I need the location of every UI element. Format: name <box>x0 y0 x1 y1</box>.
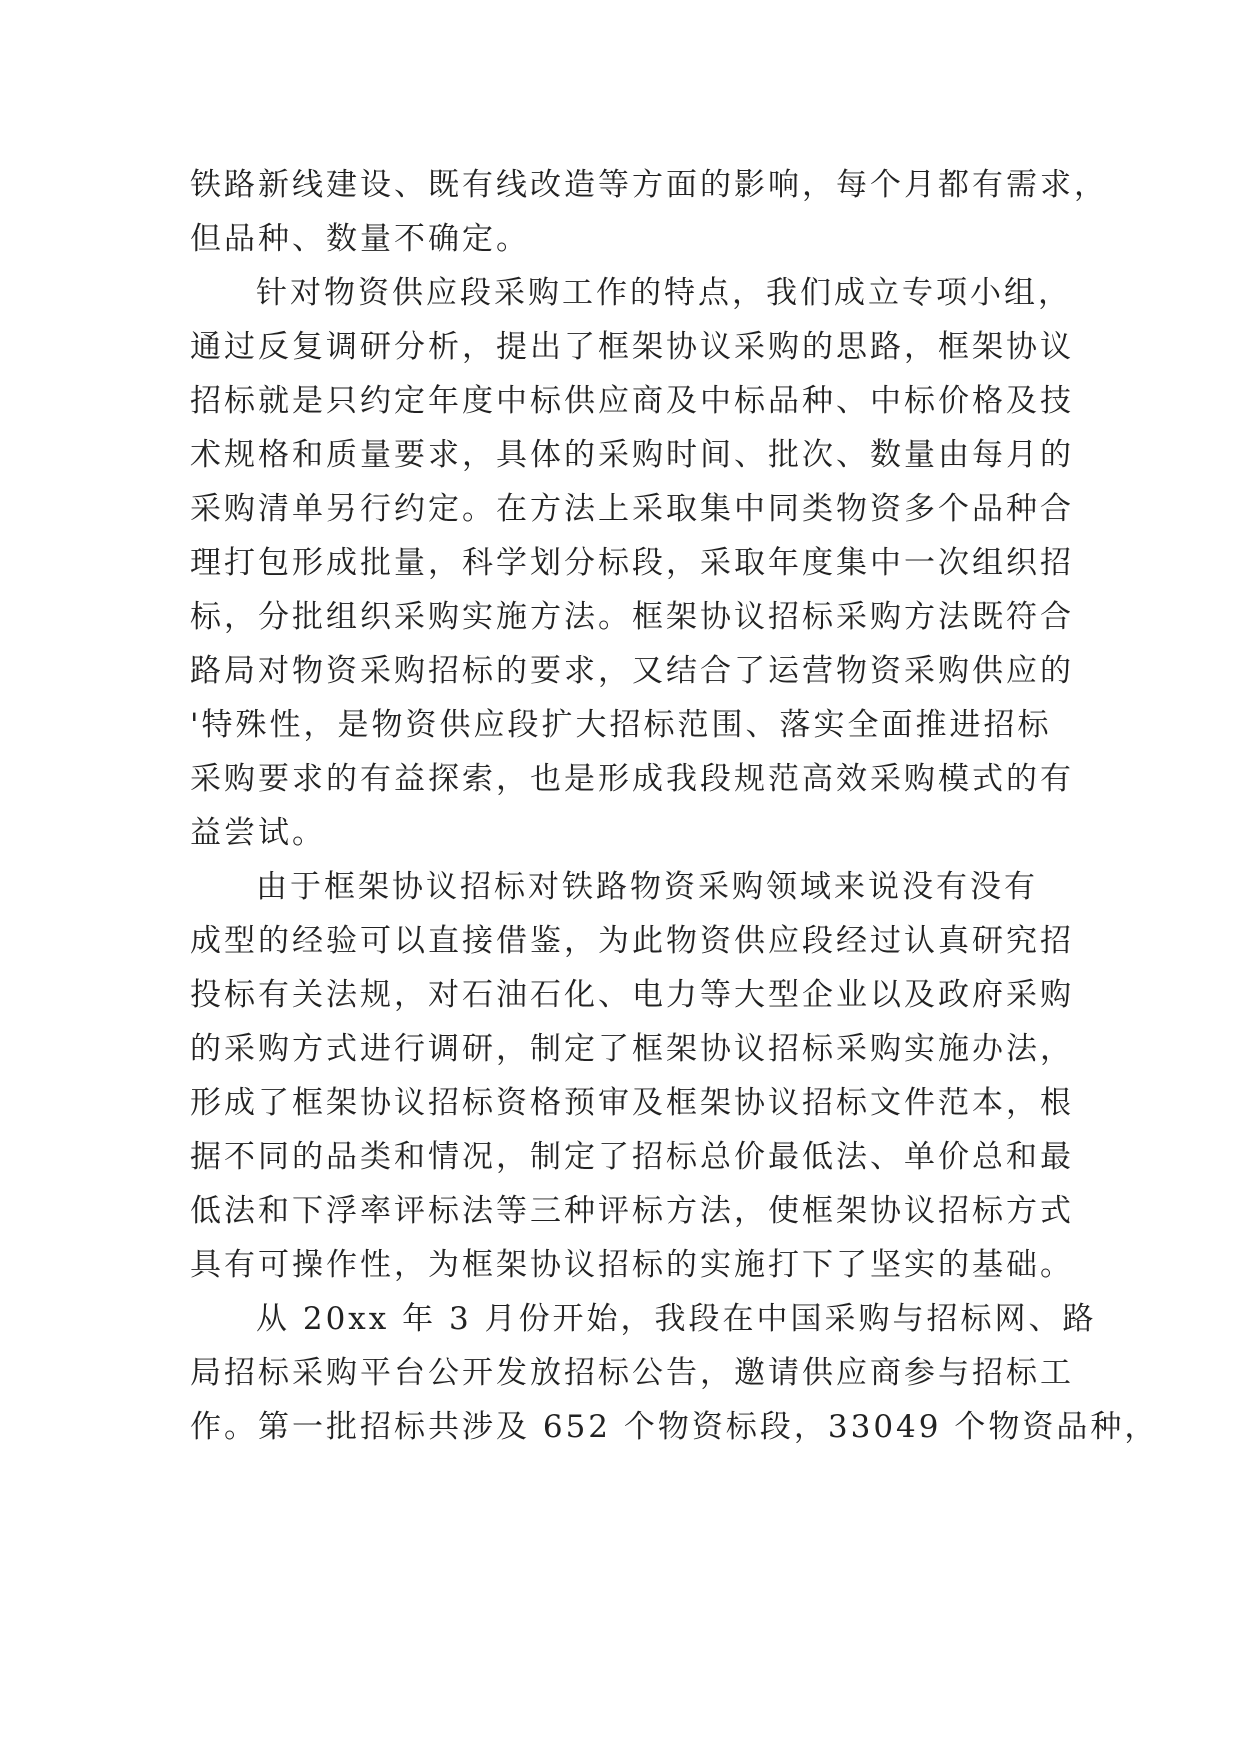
text-line: 低法和下浮率评标法等三种评标方法，使框架协议招标方式 <box>190 1193 1074 1229</box>
text-line: 局招标采购平台公开发放招标公告，邀请供应商参与招标工 <box>190 1355 1074 1391</box>
text-line: 招标就是只约定年度中标供应商及中标品种、中标价格及技 <box>190 383 1074 419</box>
paragraph-2 <box>190 266 1074 860</box>
text-line: 作。第一批招标共涉及 652 个物资标段，33049 个物资品种， <box>190 1409 1159 1445</box>
text-line: 铁路新线建设、既有线改造等方面的影响，每个月都有需求， <box>190 167 1108 203</box>
text-line: 采购要求的有益探索，也是形成我段规范高效采购模式的有 <box>190 761 1074 797</box>
text-line: 通过反复调研分析，提出了框架协议采购的思路，框架协议 <box>190 329 1074 365</box>
text-line: 理打包形成批量，科学划分标段，采取年度集中一次组织招 <box>190 545 1074 581</box>
document-body <box>190 158 1159 1454</box>
text-line: 的采购方式进行调研，制定了框架协议招标采购实施办法， <box>190 1031 1074 1067</box>
text-line: 由于框架协议招标对铁路物资采购领域来说没有没有 <box>256 869 1038 905</box>
text-line: 具有可操作性，为框架协议招标的实施打下了坚实的基础。 <box>190 1247 1074 1283</box>
text-line: 据不同的品类和情况，制定了招标总价最低法、单价总和最 <box>190 1139 1074 1175</box>
text-line: 术规格和质量要求，具体的采购时间、批次、数量由每月的 <box>190 437 1074 473</box>
text-line: 但品种、数量不确定。 <box>190 221 530 257</box>
text-line: 形成了框架协议招标资格预审及框架协议招标文件范本，根 <box>190 1085 1074 1121</box>
text-line: 益尝试。 <box>190 815 326 851</box>
text-line: 从 20xx 年 3 月份开始，我段在中国采购与招标网、路 <box>256 1301 1097 1337</box>
text-line: 采购清单另行约定。在方法上采取集中同类物资多个品种合 <box>190 491 1074 527</box>
paragraph-3 <box>190 860 1074 1292</box>
text-line: 路局对物资采购招标的要求，又结合了运营物资采购供应的 <box>190 653 1074 689</box>
text-line: 针对物资供应段采购工作的特点，我们成立专项小组， <box>256 275 1072 311</box>
text-line: 成型的经验可以直接借鉴，为此物资供应段经过认真研究招 <box>190 923 1074 959</box>
text-line: 标，分批组织采购实施方法。框架协议招标采购方法既符合 <box>190 599 1074 635</box>
text-line: '特殊性，是物资供应段扩大招标范围、落实全面推进招标 <box>190 707 1052 743</box>
paragraph-4 <box>190 1292 1159 1454</box>
text-line: 投标有关法规，对石油石化、电力等大型企业以及政府采购 <box>190 977 1074 1013</box>
paragraph-1 <box>190 158 1108 266</box>
